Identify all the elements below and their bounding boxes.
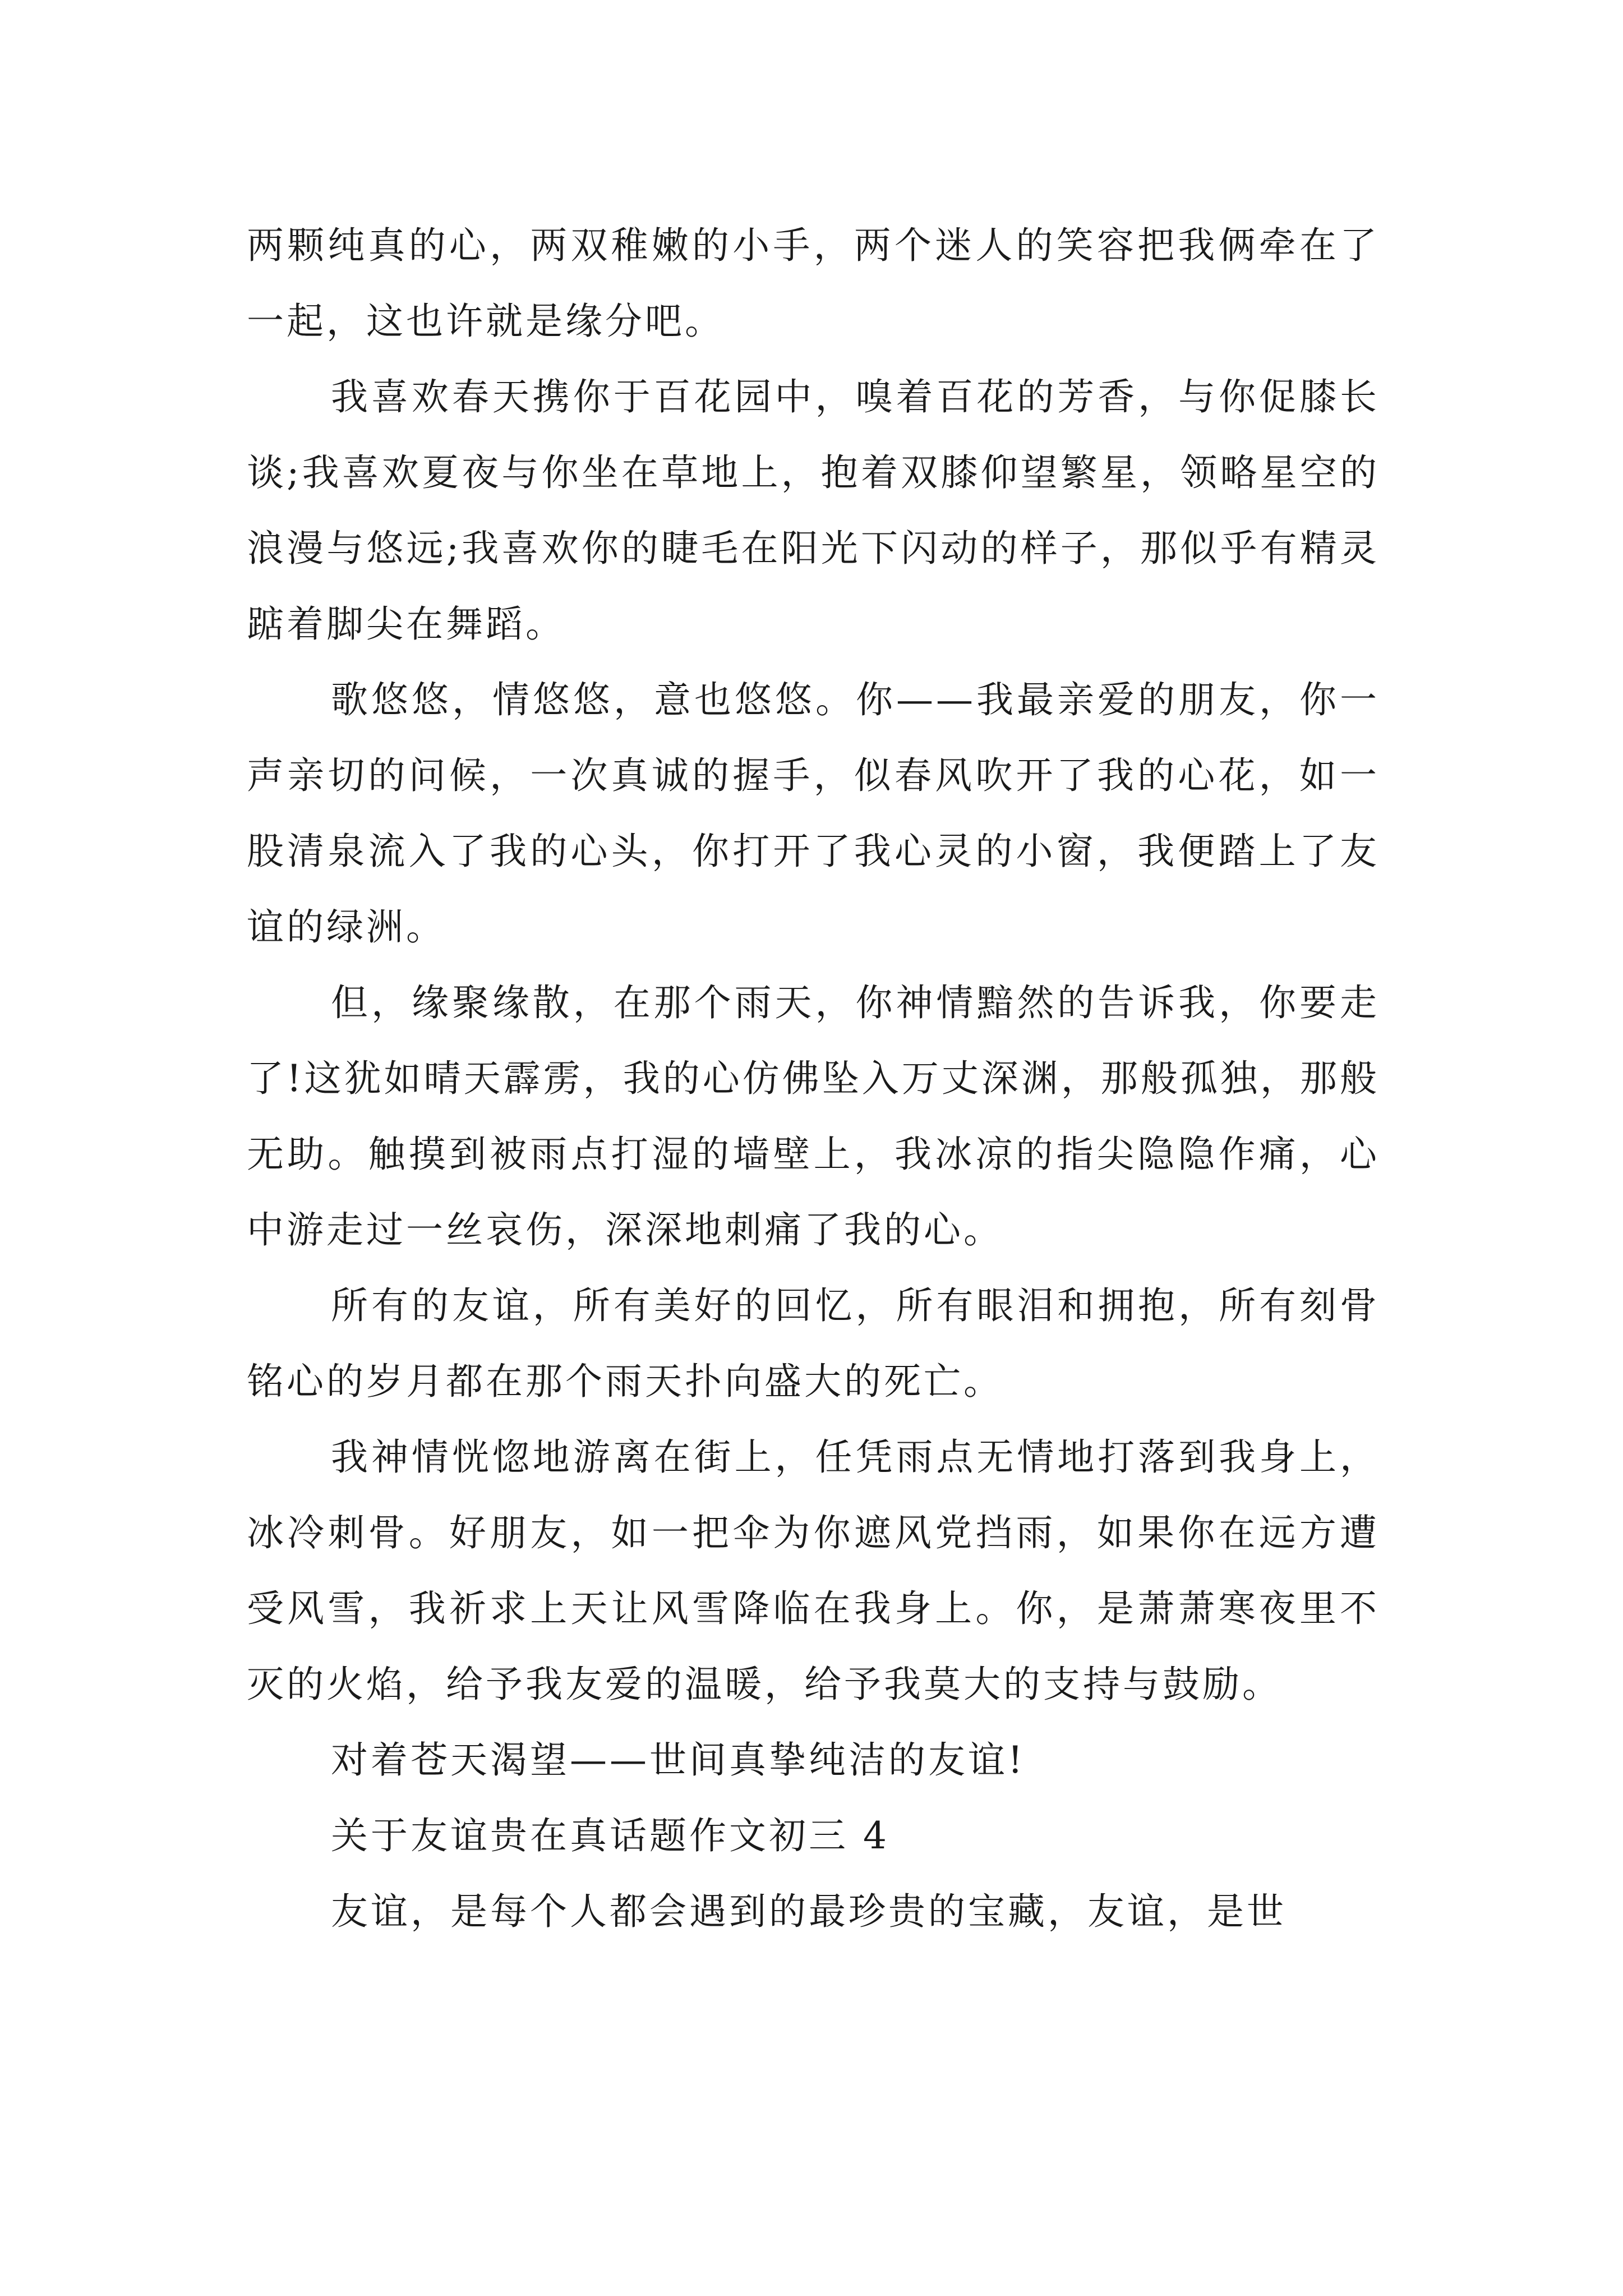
document-body <box>247 208 1380 1949</box>
paragraph-4: 但，缘聚缘散，在那个雨天，你神情黯然的告诉我，你要走了!这犹如晴天霹雳，我的心仿佛坠入万丈深渊，那般孤独，那般无助。触摸到被雨点打湿的墙壁上，我冰凉的指尖隐隐作痛，心中游走过一丝哀伤，深深地刺痛了我的心。 <box>247 981 1380 1251</box>
paragraph-1: 两颗纯真的心，两双稚嫩的小手，两个迷人的笑容把我俩牵在了一起，这也许就是缘分吧。 <box>247 224 1380 343</box>
paragraph-7: 对着苍天渴望——世间真挚纯洁的友谊! <box>331 1738 1026 1782</box>
paragraph-3: 歌悠悠，情悠悠，意也悠悠。你——我最亲爱的朋友，你一声亲切的问候，一次真诚的握手，似春风吹开了我的心花，如一股清泉流入了我的心头，你打开了我心灵的小窗，我便踏上了友谊的绿洲。 <box>247 678 1380 949</box>
paragraph-8: 友谊，是每个人都会遇到的最珍贵的宝藏，友谊，是世 <box>331 1890 1287 1933</box>
paragraph-5: 所有的友谊，所有美好的回忆，所有眼泪和拥抱，所有刻骨铭心的岁月都在那个雨天扑向盛大的死亡。 <box>247 1284 1380 1403</box>
paragraph-2: 我喜欢春天携你于百花园中，嗅着百花的芳香，与你促膝长谈;我喜欢夏夜与你坐在草地上，抱着双膝仰望繁星，领略星空的浪漫与悠远;我喜欢你的睫毛在阳光下闪动的样子，那似乎有精灵踮着脚尖在舞蹈。 <box>247 375 1380 646</box>
section-heading: 关于友谊贵在真话题作文初三 4 <box>331 1814 889 1857</box>
paragraph-6: 我神情恍惚地游离在街上，任凭雨点无情地打落到我身上，冰冷刺骨。好朋友，如一把伞为你遮风党挡雨，如果你在远方遭受风雪，我祈求上天让风雪降临在我身上。你，是萧萧寒夜里不灭的火焰，给予我友爱的温暖，给予我莫大的支持与鼓励。 <box>247 1435 1380 1706</box>
